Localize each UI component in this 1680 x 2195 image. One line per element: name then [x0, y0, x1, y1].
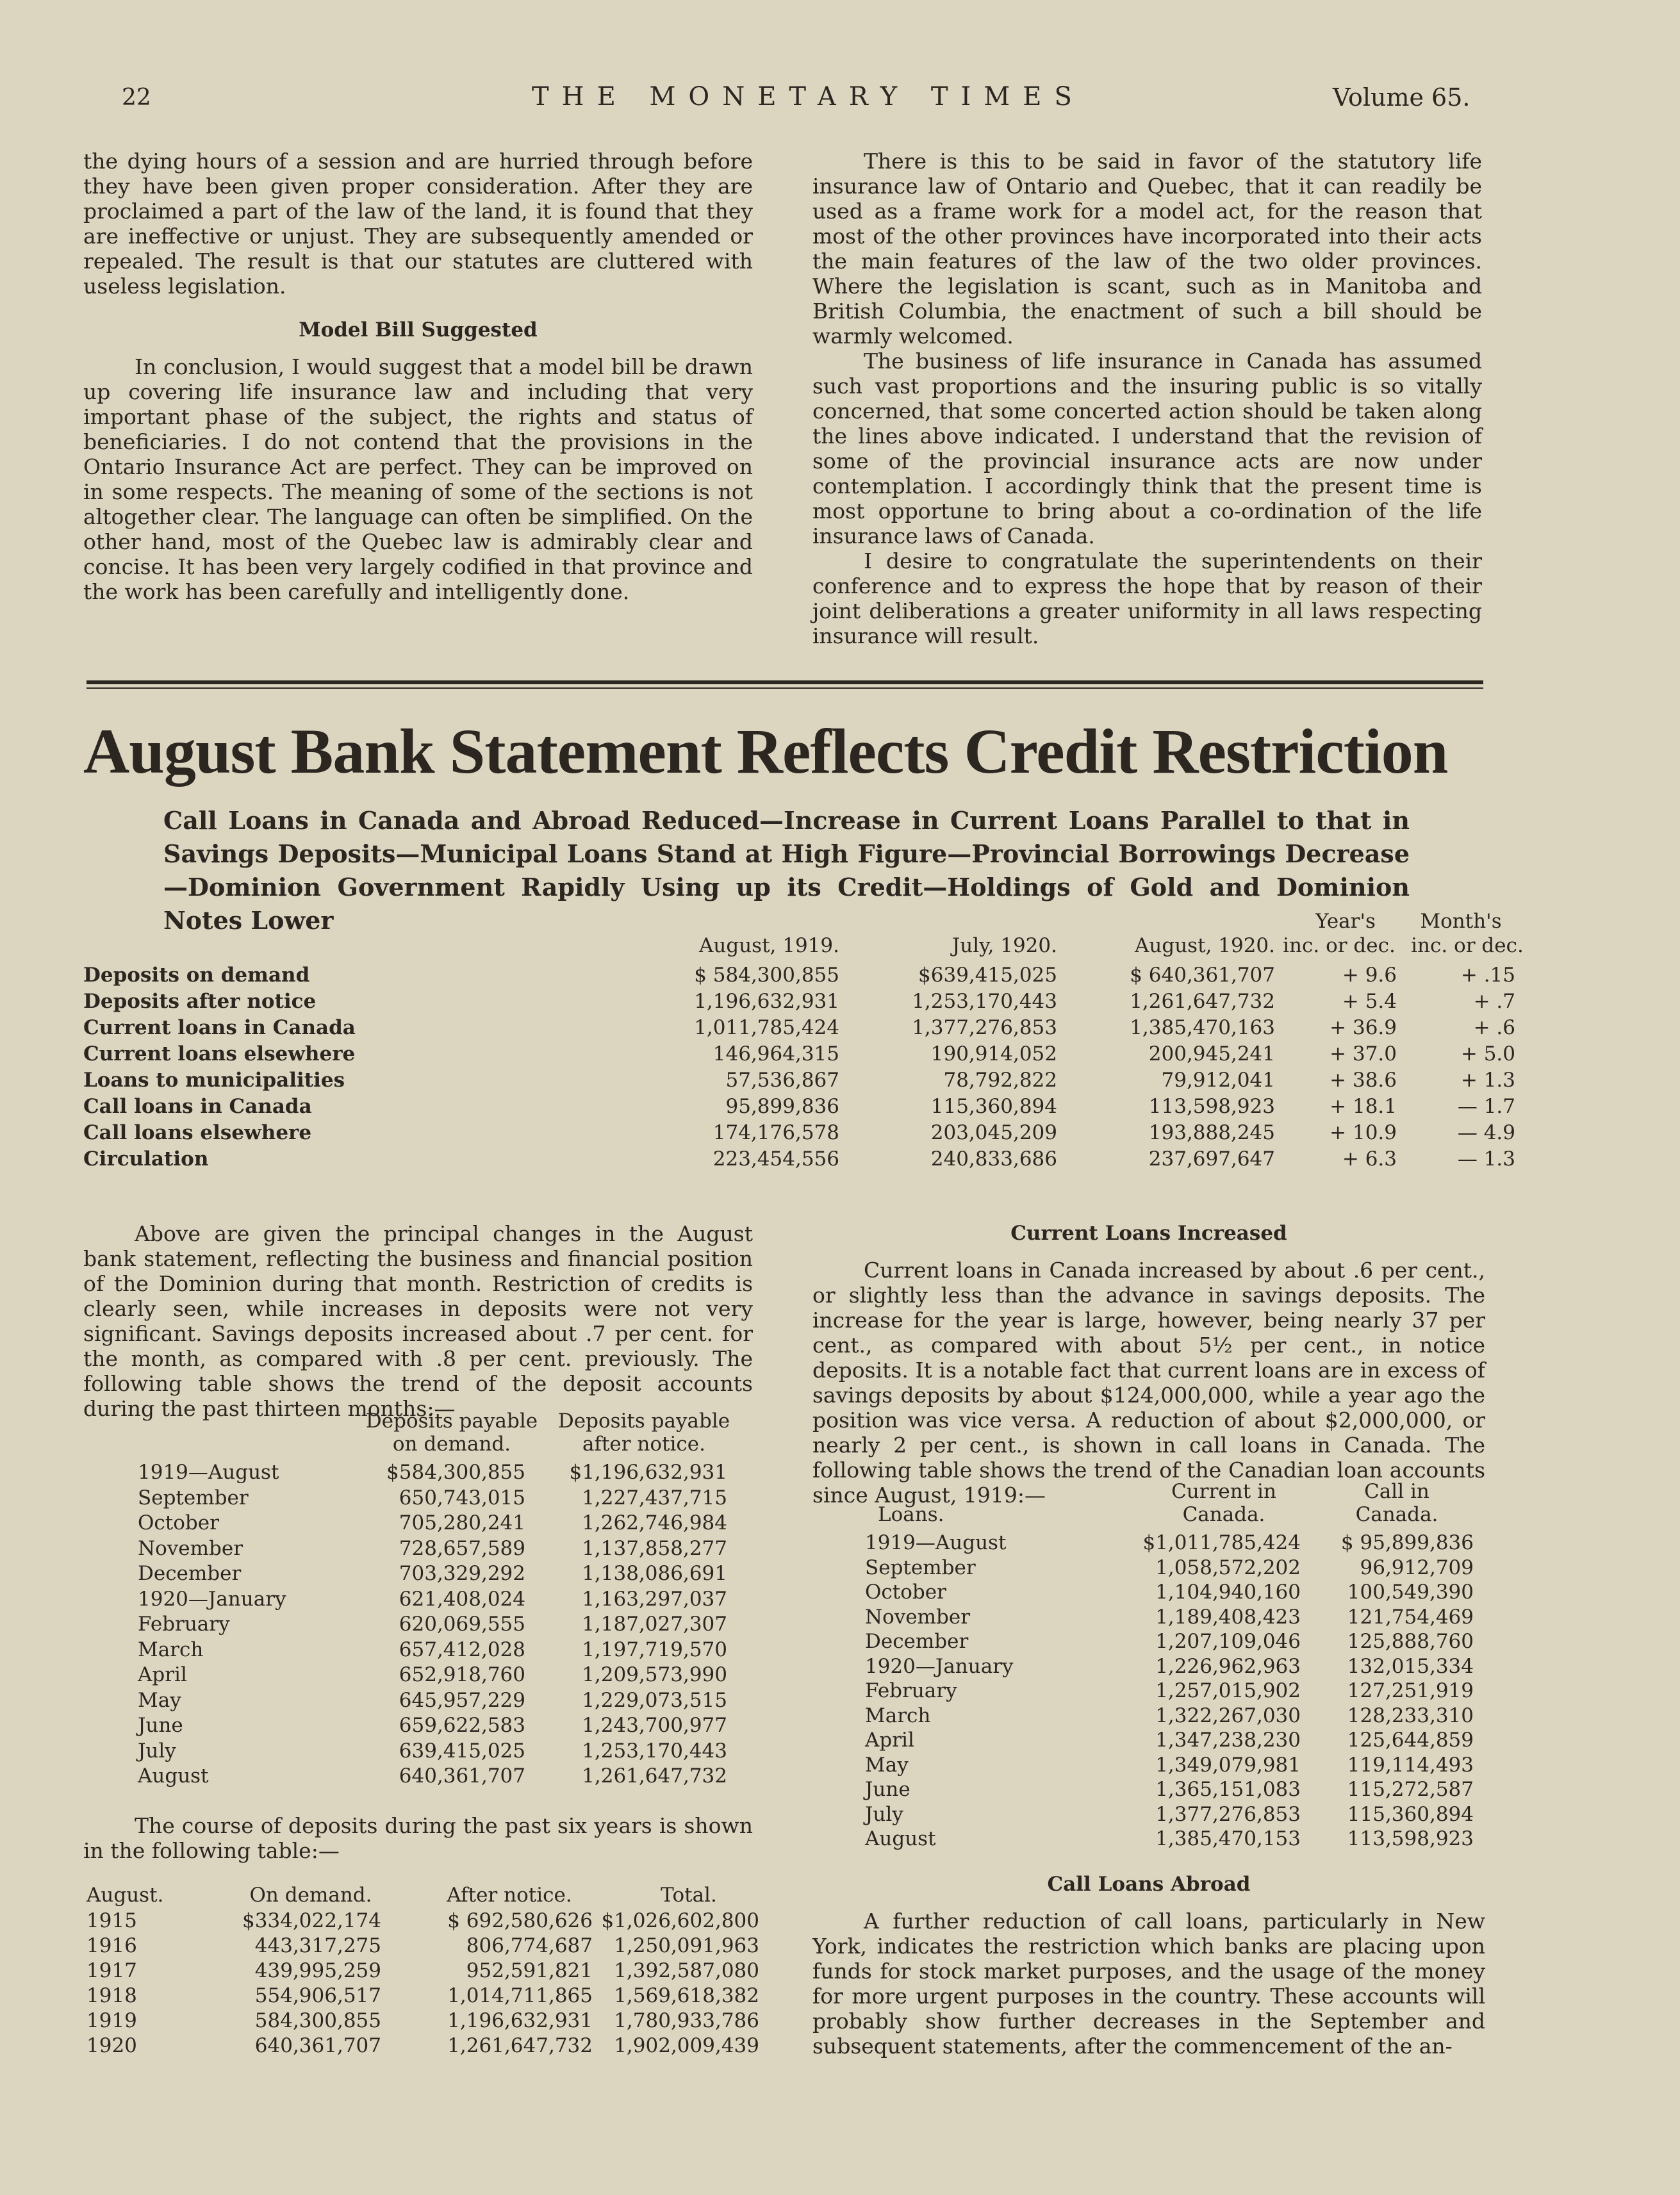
paragraph: A further reduction of call loans, particularly in New York, indicates the restriction which banks are placing upon funds for stock market purposes, and the usage of the money for more urgent purposes in the country. These accounts will probably show further decreases in the September and subsequent statements, after the commencement of the an- [812, 1909, 1485, 2059]
col-header: August, 1920. [1135, 934, 1275, 957]
left-body-2 [83, 1813, 753, 1863]
cell-aug-1919: $ 584,300,855 [694, 964, 839, 987]
cell-aug-1920: 193,888,245 [1148, 1121, 1275, 1144]
cell-demand: 652,918,760 [399, 1663, 525, 1686]
cell-current: 1,104,940,160 [1155, 1581, 1301, 1604]
cell-aug-1919: 1,196,632,931 [694, 990, 839, 1013]
cell-demand: 439,995,259 [254, 1959, 381, 1982]
cell-aug-1920: 79,912,041 [1161, 1069, 1275, 1092]
cell-current: 1,207,109,046 [1155, 1630, 1301, 1653]
col-header: Call in [1364, 1480, 1429, 1503]
cell-demand: 640,361,707 [399, 1764, 525, 1788]
cell-demand: 620,069,555 [399, 1613, 525, 1636]
cell-aug-1920: 1,385,470,163 [1130, 1016, 1275, 1039]
cell-year-change: + 10.9 [1330, 1121, 1397, 1144]
row-label: Current loans elsewhere [83, 1042, 356, 1065]
cell-call: $ 95,899,836 [1340, 1531, 1474, 1554]
cell-current: 1,058,572,202 [1155, 1556, 1301, 1579]
cell-aug-1919: 223,454,556 [712, 1147, 839, 1171]
cell-notice: 1,262,746,984 [582, 1511, 727, 1534]
cell-month-change: + .15 [1460, 964, 1515, 987]
section-heading: Current Loans Increased [1010, 1222, 1287, 1245]
cell-aug-1920: 237,697,647 [1148, 1147, 1275, 1171]
section-heading: Call Loans Abroad [1047, 1873, 1251, 1896]
cell-call: 132,015,334 [1347, 1654, 1474, 1678]
publication-title: THE MONETARY TIMES [532, 82, 1085, 111]
cell-month-change: — 4.9 [1457, 1121, 1515, 1144]
row-label: 1919—August [138, 1461, 279, 1484]
table-header-top [83, 910, 1502, 935]
row-label: June [138, 1714, 183, 1737]
right-body-2 [812, 1872, 1485, 2059]
cell-total: 1,902,009,439 [614, 2034, 759, 2057]
row-label: Current loans in Canada [83, 1016, 356, 1039]
cell-call: 125,888,760 [1347, 1630, 1474, 1653]
col-header: Total. [661, 1884, 717, 1907]
cell-current: $1,011,785,424 [1142, 1531, 1301, 1554]
running-header [0, 78, 1680, 117]
col-header: on demand. [392, 1433, 511, 1456]
cell-notice: $ 692,580,626 [447, 1909, 593, 1932]
cell-notice: 1,253,170,443 [582, 1739, 727, 1763]
row-label: April [865, 1729, 914, 1752]
bank-statement-table [83, 910, 1524, 1198]
row-label: December [865, 1630, 969, 1653]
cell-notice: 1,196,632,931 [447, 2009, 593, 2032]
col-header: Loans. [878, 1503, 944, 1526]
cell-aug-1920: $ 640,361,707 [1130, 964, 1275, 987]
row-label: June [865, 1778, 910, 1801]
cell-aug-1919: 95,899,836 [725, 1095, 839, 1118]
cell-notice: 1,261,647,732 [447, 2034, 593, 2057]
row-label: September [865, 1556, 976, 1579]
cell-demand: 650,743,015 [399, 1486, 525, 1509]
cell-total: 1,569,618,382 [614, 1984, 759, 2007]
cell-demand: 728,657,589 [399, 1536, 525, 1560]
cell-notice: 1,138,086,691 [582, 1562, 727, 1585]
cell-demand: 554,906,517 [254, 1984, 381, 2007]
paragraph: The course of deposits during the past six years is shown in the following table:— [83, 1813, 753, 1863]
six-year-table [86, 1884, 766, 2069]
cell-aug-1919: 57,536,867 [725, 1069, 839, 1092]
cell-notice: 1,137,858,277 [582, 1536, 727, 1560]
cell-notice: 1,187,027,307 [582, 1613, 727, 1636]
cell-year-change: + 6.3 [1342, 1147, 1397, 1171]
cell-call: 121,754,469 [1347, 1605, 1474, 1629]
cell-demand: 657,412,028 [399, 1638, 525, 1661]
row-label: 1918 [86, 1984, 137, 2007]
cell-jul-1920: 240,833,686 [930, 1147, 1057, 1171]
left-body [83, 1221, 753, 1421]
row-label: 1919 [86, 2009, 137, 2032]
col-header: After notice. [447, 1884, 572, 1907]
cell-call: 119,114,493 [1347, 1753, 1474, 1777]
row-label: May [138, 1688, 181, 1712]
cell-notice: 1,229,073,515 [582, 1688, 727, 1712]
paragraph: Above are given the principal changes in the August bank statement, reflecting the business and financial position of the Dominion during that month. Restriction of credits is clearly seen, while increases in deposits were not very significant. Savings deposits increased about .7 per cent. for the month, as compared with .8 per cent. previously. The following table shows the trend of the deposit accounts during the past thirteen months:— [83, 1221, 753, 1421]
row-label: July [138, 1739, 176, 1763]
cell-total: 1,392,587,080 [614, 1959, 759, 1982]
cell-notice: 952,591,821 [466, 1959, 593, 1982]
cell-month-change: + 1.3 [1460, 1069, 1515, 1092]
cell-month-change: — 1.7 [1457, 1095, 1515, 1118]
cell-aug-1919: 146,964,315 [712, 1042, 839, 1065]
cell-demand: 640,361,707 [254, 2034, 381, 2057]
col-header: August, 1919. [699, 934, 839, 957]
cell-demand: 645,957,229 [399, 1688, 525, 1712]
col-header: July, 1920. [951, 934, 1057, 957]
article-deck: Call Loans in Canada and Abroad Reduced—Increase in Current Loans Parallel to that in Savings Deposits—Municipal Loans Stand at High Figure—Provincial Borrowings Decrease—Dominion Government Rapidly Using up its Credit—Holdings of Gold and Dominion Notes Lower [163, 806, 1410, 935]
cell-demand: 703,329,292 [399, 1562, 525, 1585]
row-label: Circulation [83, 1147, 209, 1171]
cell-demand: $584,300,855 [386, 1461, 525, 1484]
cell-total: 1,250,091,963 [614, 1934, 759, 1957]
col-header: Year's [1315, 910, 1376, 933]
col-header: inc. or dec. [1411, 934, 1524, 957]
cell-call: 113,598,923 [1347, 1827, 1474, 1850]
col-header: inc. or dec. [1283, 934, 1396, 957]
row-label: 1920—January [865, 1654, 1014, 1678]
cell-notice: 1,243,700,977 [582, 1714, 727, 1737]
col-header: Current in [1171, 1480, 1276, 1503]
cell-month-change: + .6 [1473, 1016, 1515, 1039]
cell-jul-1920: 1,377,276,853 [912, 1016, 1057, 1039]
cell-notice: 1,014,711,865 [447, 1984, 593, 2007]
cell-total: $1,026,602,800 [601, 1909, 759, 1932]
divider-rule [86, 687, 1483, 689]
col-header: Month's [1420, 910, 1502, 933]
cell-jul-1920: 1,253,170,443 [912, 990, 1057, 1013]
table-header [83, 934, 1524, 960]
top-right-column [812, 149, 1482, 648]
row-label: August [138, 1764, 209, 1788]
cell-notice: 1,163,297,037 [582, 1587, 727, 1611]
col-header: August. [86, 1884, 164, 1907]
col-header: Deposits payable [365, 1410, 538, 1433]
cell-notice: 1,227,437,715 [582, 1486, 727, 1509]
cell-call: 125,644,859 [1347, 1729, 1474, 1752]
cell-demand: 639,415,025 [399, 1739, 525, 1763]
cell-jul-1920: 203,045,209 [930, 1121, 1057, 1144]
cell-notice: 1,209,573,990 [582, 1663, 727, 1686]
cell-notice: $1,196,632,931 [569, 1461, 727, 1484]
cell-call: 127,251,919 [1347, 1679, 1474, 1702]
paragraph: Current loans in Canada increased by about .6 per cent., or slightly less than the advance in savings deposits. The increase for the year is large, however, being nearly 37 per cent., as compared with about 5½ per cent., in notice deposits. It is a notable fact that current loans are in excess of savings deposits by about $124,000,000, while a year ago the position was vice versa. A reduction of about $2,000,000, or nearly 2 per cent., is shown in call loans in Canada. The following table shows the trend of the Canadian loan accounts since August, 1919:— [812, 1258, 1485, 1508]
row-label: 1920 [86, 2034, 137, 2057]
cell-aug-1920: 113,598,923 [1148, 1095, 1275, 1118]
cell-demand: 621,408,024 [399, 1587, 525, 1611]
row-label: 1916 [86, 1934, 137, 1957]
cell-current: 1,385,470,153 [1155, 1827, 1301, 1850]
cell-year-change: + 37.0 [1330, 1042, 1397, 1065]
cell-year-change: + 5.4 [1342, 990, 1397, 1013]
cell-demand: 705,280,241 [399, 1511, 525, 1534]
page-number: 22 [122, 85, 151, 111]
row-label: 1917 [86, 1959, 137, 1982]
cell-current: 1,349,079,981 [1155, 1753, 1301, 1777]
row-label: September [138, 1486, 249, 1509]
volume-label: Volume 65. [1333, 83, 1470, 111]
cell-notice: 806,774,687 [466, 1934, 593, 1957]
cell-notice: 1,197,719,570 [582, 1638, 727, 1661]
cell-month-change: + .7 [1473, 990, 1515, 1013]
section-heading: Model Bill Suggested [299, 318, 538, 341]
row-label: February [138, 1613, 230, 1636]
row-label: February [865, 1679, 957, 1702]
cell-aug-1919: 1,011,785,424 [694, 1016, 839, 1039]
row-label: July [865, 1802, 903, 1826]
top-left-column [83, 149, 753, 604]
row-label: April [138, 1663, 187, 1686]
row-label: 1915 [86, 1909, 137, 1932]
cell-call: 100,549,390 [1347, 1581, 1474, 1604]
row-label: August [865, 1827, 936, 1850]
deposits-table [138, 1410, 753, 1794]
cell-jul-1920: 190,914,052 [930, 1042, 1057, 1065]
cell-demand: 584,300,855 [254, 2009, 381, 2032]
cell-total: 1,780,933,786 [614, 2009, 759, 2032]
paragraph: There is this to be said in favor of the statutory life insurance law of Ontario and Quebec, that it can readily be used as a frame work for a model act, for the reason that most of the other provinces have incorporated into their acts the main features of the law of the two older provinces. Where the legislation is scant, such as in Manitoba and British Columbia, the enactment of such a bill should be warmly welcomed. [812, 149, 1482, 349]
cell-year-change: + 18.1 [1330, 1095, 1397, 1118]
loans-table [865, 1480, 1480, 1864]
row-label: 1919—August [865, 1531, 1007, 1554]
cell-call: 115,360,894 [1347, 1802, 1474, 1826]
cell-year-change: + 36.9 [1330, 1016, 1397, 1039]
right-body [812, 1221, 1485, 1508]
row-label: November [865, 1605, 971, 1629]
row-label: Deposits after notice [83, 990, 317, 1013]
cell-demand: 443,317,275 [254, 1934, 381, 1957]
cell-current: 1,365,151,083 [1155, 1778, 1301, 1801]
cell-current: 1,257,015,902 [1155, 1679, 1301, 1702]
col-header: after notice. [582, 1433, 705, 1456]
paragraph: In conclusion, I would suggest that a model bill be drawn up covering life insurance law and including that very important phase of the subject, the rights and status of beneficiaries. I do not contend that the provisions in the Ontario Insurance Act are perfect. They can be improved on in some respects. The meaning of some of the sections is not altogether clear. The language can often be simplified. On the other hand, most of the Quebec law is admirably clear and concise. It has been very largely codified in that province and the work has been carefully and intelligently done. [83, 354, 753, 604]
col-header: Canada. [1182, 1503, 1265, 1526]
cell-call: 96,912,709 [1360, 1556, 1474, 1579]
cell-demand: 659,622,583 [399, 1714, 525, 1737]
cell-jul-1920: 78,792,822 [943, 1069, 1057, 1092]
row-label: Call loans elsewhere [83, 1121, 312, 1144]
cell-current: 1,347,238,230 [1155, 1729, 1301, 1752]
cell-call: 128,233,310 [1347, 1704, 1474, 1727]
row-label: March [865, 1704, 931, 1727]
cell-current: 1,377,276,853 [1155, 1802, 1301, 1826]
row-label: May [865, 1753, 909, 1777]
row-label: November [138, 1536, 243, 1560]
cell-jul-1920: 115,360,894 [930, 1095, 1057, 1118]
paragraph: the dying hours of a session and are hurried through before they have been given proper consideration. After they are proclaimed a part of the law of the land, it is found that they are ineffective or unjust. They are subsequently amended or repealed. The result is that our statutes are cluttered with useless legislation. [83, 149, 753, 299]
cell-year-change: + 38.6 [1330, 1069, 1397, 1092]
cell-demand: $334,022,174 [242, 1909, 381, 1932]
col-header: Canada. [1355, 1503, 1438, 1526]
row-label: December [138, 1562, 242, 1585]
cell-current: 1,322,267,030 [1155, 1704, 1301, 1727]
cell-notice: 1,261,647,732 [582, 1764, 727, 1788]
cell-current: 1,226,962,963 [1155, 1654, 1301, 1678]
col-header: On demand. [249, 1884, 372, 1907]
divider-rule [86, 680, 1483, 684]
cell-jul-1920: $639,415,025 [918, 964, 1057, 987]
cell-current: 1,189,408,423 [1155, 1605, 1301, 1629]
paragraph: I desire to congratulate the superintendents on their conference and to express the hope that by reason of their joint deliberations a greater uniformity in all laws respecting insurance will result. [812, 548, 1482, 648]
col-header: Deposits payable [557, 1410, 730, 1433]
row-label: Loans to municipalities [83, 1069, 345, 1092]
article-headline: August Bank Statement Reflects Credit Restriction [83, 716, 1448, 787]
cell-year-change: + 9.6 [1342, 964, 1397, 987]
row-label: October [865, 1581, 946, 1604]
cell-call: 115,272,587 [1347, 1778, 1474, 1801]
cell-aug-1919: 174,176,578 [712, 1121, 839, 1144]
row-label: Deposits on demand [83, 964, 310, 987]
cell-aug-1920: 1,261,647,732 [1130, 990, 1275, 1013]
cell-month-change: + 5.0 [1460, 1042, 1515, 1065]
cell-month-change: — 1.3 [1457, 1147, 1515, 1171]
row-label: October [138, 1511, 219, 1534]
paragraph: The business of life insurance in Canada has assumed such vast proportions and the insuring public is so vitally concerned, that some concerted action should be taken along the lines above indicated. I understand that the revision of some of the provincial insurance acts are now under contemplation. I accordingly think that the present time is most opportune to bring about a co-ordination of the life insurance laws of Canada. [812, 349, 1482, 548]
row-label: March [138, 1638, 204, 1661]
row-label: Call loans in Canada [83, 1095, 312, 1118]
row-label: 1920—January [138, 1587, 286, 1611]
cell-aug-1920: 200,945,241 [1148, 1042, 1275, 1065]
